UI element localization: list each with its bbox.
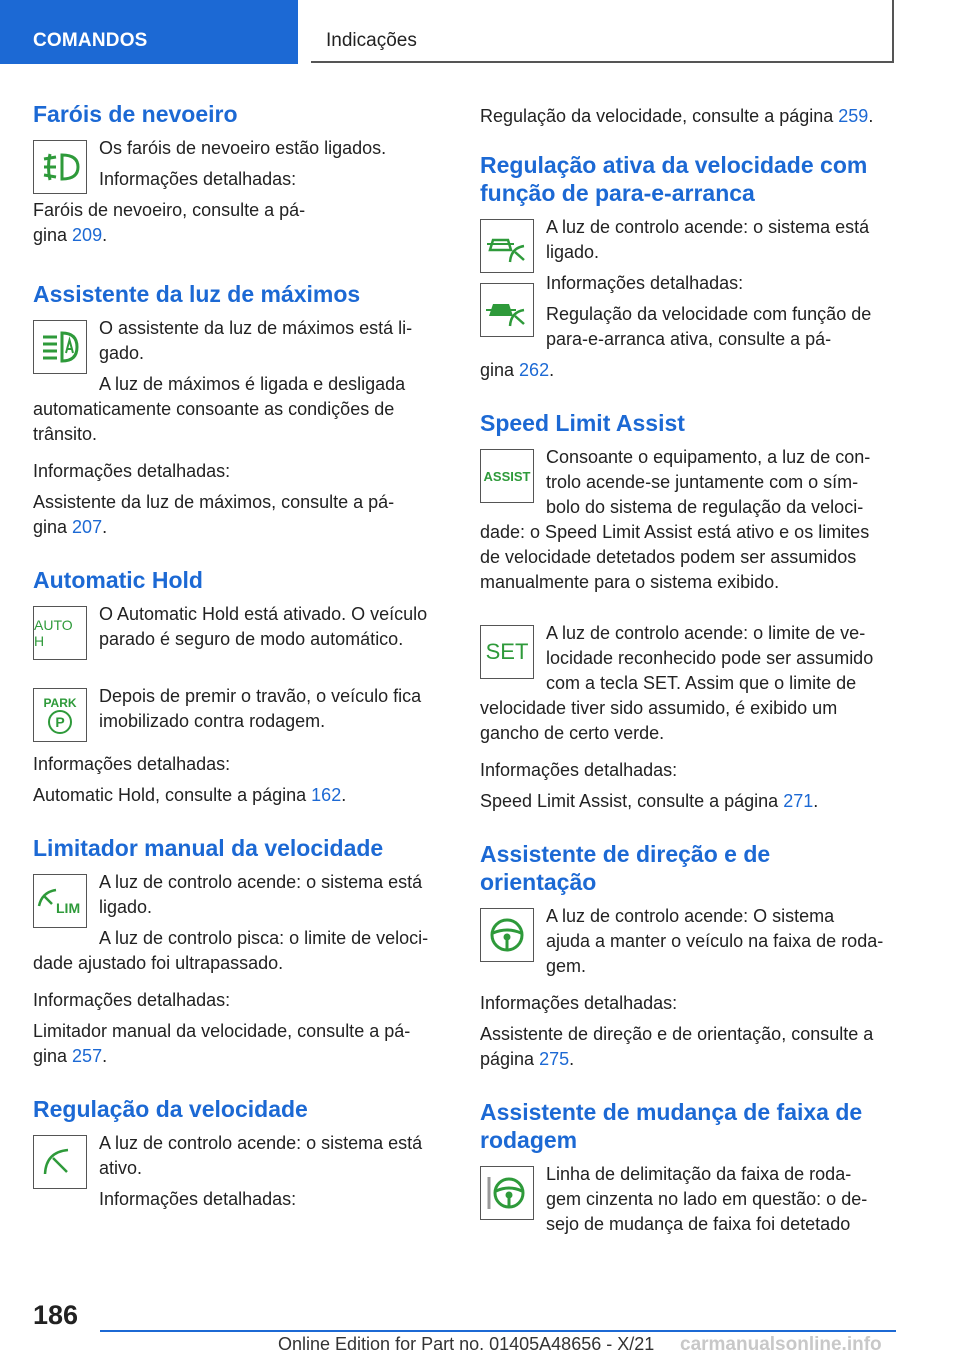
auto-hold-icon: AUTO H — [33, 606, 87, 660]
text: Limitador manual da velocidade, consulte a pá- gina 257. — [33, 1021, 411, 1066]
section-title: Assistente de direção e de orientação — [480, 841, 771, 895]
indicator-block — [33, 684, 448, 746]
lane-change-steering-icon — [480, 1166, 534, 1220]
text: Assistente da luz de máximos, consulte a pá- gina 207. — [33, 492, 395, 537]
section-cruise-control — [33, 1095, 448, 1218]
section-title: Assistente de mudança de faixa de rodagem — [480, 1099, 863, 1153]
section-title: Regulação ativa da velocidade com função de para-e-arranca — [480, 152, 868, 206]
right-column — [480, 100, 900, 1269]
text: Informações detalhadas: — [33, 754, 231, 774]
header-chapter-label: Indicações — [326, 30, 417, 51]
indicator-block — [33, 602, 448, 664]
footer-divider — [100, 1330, 896, 1332]
page-link[interactable]: 259 — [838, 106, 869, 126]
text: Speed Limit Assist, consulte a página 271. — [480, 791, 819, 811]
text: O assistente da luz de máximos está li- gado. — [99, 318, 413, 363]
section-automatic-hold — [33, 566, 448, 808]
page-link[interactable]: 162 — [311, 785, 342, 805]
section-title: Automatic Hold — [33, 567, 203, 593]
speed-limiter-icon — [33, 874, 87, 928]
text: Assistente de direção e de orientação, consulte a página 275. — [480, 1024, 874, 1069]
text: Informações detalhadas: — [480, 993, 678, 1013]
active-cruise-control-vehicle-icon — [480, 283, 534, 337]
section-lane-change-assistant — [480, 1098, 900, 1243]
text: Informações detalhadas: — [480, 760, 678, 780]
steering-wheel-icon — [480, 908, 534, 962]
section-speed-limit-assist — [480, 409, 900, 814]
page-number: 186 — [33, 1300, 79, 1330]
section-manual-speed-limiter — [33, 834, 448, 1069]
text: Informações detalhadas: — [99, 1189, 297, 1209]
section-title: Faróis de nevoeiro — [33, 101, 238, 127]
text: gina 262. — [480, 360, 555, 380]
section-steering-assistant — [480, 840, 900, 1072]
section-high-beam-assistant — [33, 280, 448, 540]
indicator-block — [33, 136, 448, 254]
svg-text:LIM: LIM — [56, 900, 81, 916]
indicator-block — [480, 621, 900, 752]
page-link[interactable]: 207 — [72, 517, 103, 537]
page-link[interactable]: 257 — [72, 1046, 103, 1066]
text: Informações detalhadas: — [546, 273, 744, 293]
fog-light-icon — [33, 140, 87, 194]
left-column — [33, 100, 448, 1244]
indicator-block — [480, 215, 900, 358]
text: Os faróis de nevoeiro estão ligados. — [99, 138, 387, 158]
page-link[interactable]: 271 — [783, 791, 814, 811]
text: Consoante o equipamento, a luz de con- trolo acende-se juntamente com o sím- bolo do sistema de regulação da veloci- dade: o Speed Limit Assist está ativo e os limites de velocidade detetados podem ser assumidos manualmente para o sistema exibido. — [480, 447, 871, 592]
text: Regulação da velocidade com função de para-e-arranca ativa, consulte a pá- — [546, 304, 872, 349]
text: Faróis de nevoeiro, consulte a pá- gina 209. — [33, 200, 306, 245]
section-title: Regulação da velocidade — [33, 1096, 308, 1122]
text: O Automatic Hold está ativado. O veículo parado é seguro de modo automático. — [99, 604, 428, 649]
assist-icon: ASSIST — [480, 449, 534, 503]
section-cruise-control-ref — [480, 104, 900, 129]
park-brake-icon: PARK P — [33, 688, 87, 742]
indicator-block — [33, 1131, 448, 1218]
watermark: carmanualsonline.info — [680, 1334, 882, 1355]
text: Informações detalhadas: — [99, 169, 297, 189]
page-link[interactable]: 209 — [72, 225, 103, 245]
indicator-block — [480, 445, 900, 601]
page-link[interactable]: 262 — [519, 360, 550, 380]
text: Informações detalhadas: — [33, 461, 231, 481]
text: Depois de premir o travão, o veículo fica imobilizado contra rodagem. — [99, 686, 422, 731]
indicator-block — [480, 1162, 900, 1243]
text: A luz de máximos é ligada e desligada automaticamente consoante as condições de trânsito. — [33, 374, 406, 444]
text: A luz de controlo acende: o sistema está ativo. — [99, 1133, 423, 1178]
set-icon: SET — [480, 625, 534, 679]
header-chapter-tab — [311, 0, 894, 63]
section-title: Assistente da luz de máximos — [33, 281, 361, 307]
text: Informações detalhadas: — [33, 990, 231, 1010]
section-active-cruise-control — [480, 151, 900, 383]
section-title: Speed Limit Assist — [480, 410, 685, 436]
text: A luz de controlo acende: o limite de ve- locidade reconhecido pode ser assumido com a tecla SET. Assim que o limite de velocidade tiver sido assumido, é exibido um gancho de certo verde. — [480, 623, 874, 743]
section-fog-lights — [33, 100, 448, 254]
indicator-block — [480, 904, 900, 985]
text: Linha de delimitação da faixa de roda- gem cinzenta no lado em questão: o de- sejo de mudança de faixa foi detetado — [546, 1164, 868, 1234]
section-title: Limitador manual da velocidade — [33, 835, 384, 861]
text: A luz de controlo pisca: o limite de veloci- dade ajustado foi ultrapassado. — [33, 928, 429, 973]
footer-edition: Online Edition for Part no. 01405A48656 - X/21 — [278, 1334, 655, 1354]
text: A luz de controlo acende: o sistema está ligado. — [546, 217, 870, 262]
indicator-block — [33, 870, 448, 982]
page-link[interactable]: 275 — [539, 1049, 570, 1069]
text: A luz de controlo acende: o sistema está ligado. — [99, 872, 423, 917]
active-cruise-control-icon — [480, 219, 534, 273]
indicator-block — [33, 316, 448, 453]
header-section-label: COMANDOS — [33, 30, 148, 51]
text: Regulação da velocidade, consulte a página 259. — [480, 106, 874, 126]
header-section-tab — [0, 0, 298, 64]
text: A luz de controlo acende: O sistema ajuda a manter o veículo na faixa de roda- gem. — [546, 906, 884, 976]
text: Automatic Hold, consulte a página 162. — [33, 785, 347, 805]
cruise-control-icon — [33, 1135, 87, 1189]
high-beam-assistant-icon — [33, 320, 87, 374]
